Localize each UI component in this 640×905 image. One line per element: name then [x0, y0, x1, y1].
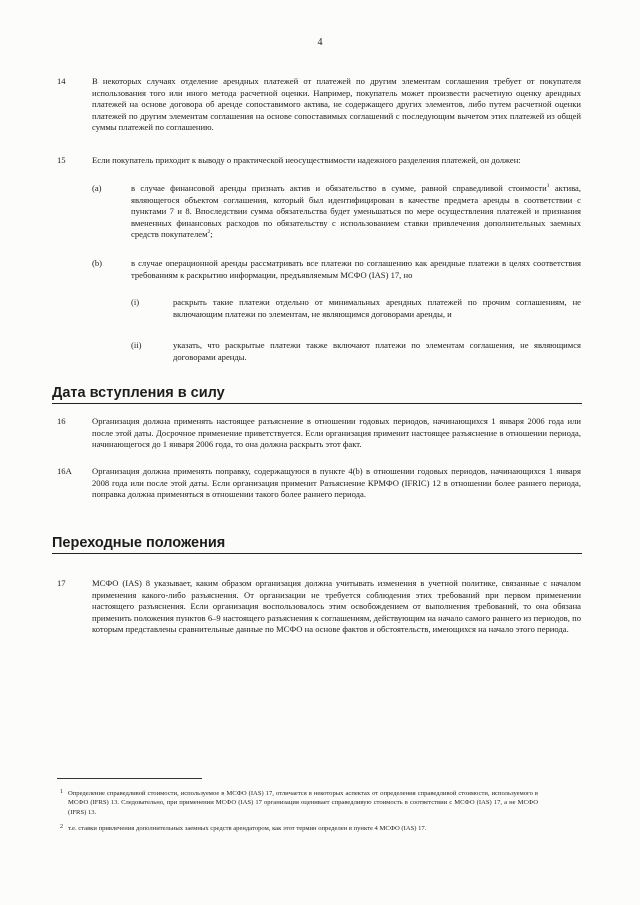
subitem-a-text-mid: актива, являющегося объектом соглашения, который был идентифицирован в качестве предмета аренды в соответствии с пунктами 7 и 8. Впоследствии сумма обязательства будет уменьшаться по мере осуществления платежей и признания вмененных финансовых расходов по обязательству с использованием ставки привлечения дополнительных заемных средств покупателем: [131, 183, 581, 240]
heading-text: Дата вступления в силу: [52, 385, 225, 401]
subitem-b: в случае операционной аренды рассматривать все платежи по соглашению как арендные платежи в целях соответствия требованиям к раскрытию информации, предъявляемым МСФО (IAS) 17, но: [131, 258, 581, 280]
subitem-a: [131, 183, 581, 241]
page-number: 4: [317, 37, 323, 48]
footnote-number: 1: [60, 789, 63, 795]
paragraph-number: 17: [57, 578, 66, 588]
subitem-a-text-end: ;: [210, 229, 213, 240]
paragraph-number: 16A: [57, 466, 72, 476]
section-heading-transition: [52, 534, 582, 554]
subitem-b-i: раскрыть такие платежи отдельно от минимальных арендных платежей по прочим соглашениям, не включающим платежи по элементам, не являющимся договорами аренды, и: [173, 297, 581, 319]
footnote-ref: 2: [207, 229, 211, 236]
subitem-label: (a): [92, 183, 102, 193]
section-heading-effective-date: [52, 384, 582, 404]
subitem-a-text: в случае финансовой аренды признать актив и обязательство в сумме, равной справедливой стоимости: [131, 183, 547, 193]
paragraph-number: 15: [57, 155, 66, 165]
subitem-label: (b): [92, 258, 103, 268]
paragraph-15: Если покупатель приходит к выводу о практической неосуществимости надежного разделения платежей, он должен:: [92, 155, 521, 165]
paragraph-16: Организация должна применять настоящее разъяснение в отношении годовых периодов, начинающихся 1 января 2006 года или после этой даты. Досрочное применение приветствуется. Если организация применит настоящее разъяснение в отношении периода, начинающегося до 1 января 2006 года, то она должна раскрыть этот факт.: [92, 416, 581, 450]
paragraph-16a: Организация должна применять поправку, содержащуюся в пункте 4(b) в отношении годовых периодов, начинающихся 1 января 2008 года или после этой даты. Если организация применит Разъяснение КРМФО (IFRIC) 12 в отношении более раннего периода, поправка должна применяться в отношении такого более раннего периода.: [92, 466, 581, 500]
paragraph-14: В некоторых случаях отделение арендных платежей от платежей по другим элементам соглашения требует от покупателя использования того или иного метода расчетной оценки. Например, покупатель может произвести расчетную оценку арендных платежей на основе договора об аренде сопоставимого актива, не содержащего других элементов, либо путем расчетной оценки платежей по другим элементам соглашения на основе сопоставимых соглашений с последующим вычетом этих платежей из общей суммы платежей по соглашению.: [92, 76, 581, 133]
footnote-separator: [57, 778, 202, 779]
footnote-1: Определение справедливой стоимости, используемое в МСФО (IAS) 17, отличается в некоторых аспектах от определения справедливой стоимости, используемого в МСФО (IFRS) 13. Следовательно, при применении МСФО (IAS) 17 организация оценивает справедливую стоимость в соответствии с МСФО (IAS) 17, а не МСФО (IFRS) 13.: [68, 790, 538, 816]
heading-text: Переходные положения: [52, 535, 226, 551]
footnote-number: 2: [60, 824, 63, 830]
subitem-label: (i): [131, 297, 140, 307]
paragraph-number: 14: [57, 76, 66, 86]
subitem-b-ii: указать, что раскрытые платежи также включают платежи по элементам соглашения, не являющимся договорами аренды.: [173, 340, 581, 362]
footnote-2: т.е. ставки привлечения дополнительных заемных средств арендатором, как этот термин определен в пункте 4 МСФО (IAS) 17.: [68, 825, 427, 832]
paragraph-number: 16: [57, 416, 66, 426]
footnote-ref: 1: [546, 183, 550, 190]
paragraph-17: МСФО (IAS) 8 указывает, каким образом организация должна учитывать изменения в учетной политике, связанные с началом применения какого-либо разъяснения. От организации не требуется соблюдения этих требований при первом применении настоящего разъяснения. Если организация воспользовалось этим освобождением от выполнения требований, то она обязана применить положения пунктов 6–9 настоящего разъяснения к соглашениям, действующим на начало самого раннего из периодов, по которым представлены сравнительные данные по МСФО на основе фактов и обстоятельств, имеющихся на начало этого периода.: [92, 578, 581, 635]
subitem-label: (ii): [131, 340, 142, 350]
